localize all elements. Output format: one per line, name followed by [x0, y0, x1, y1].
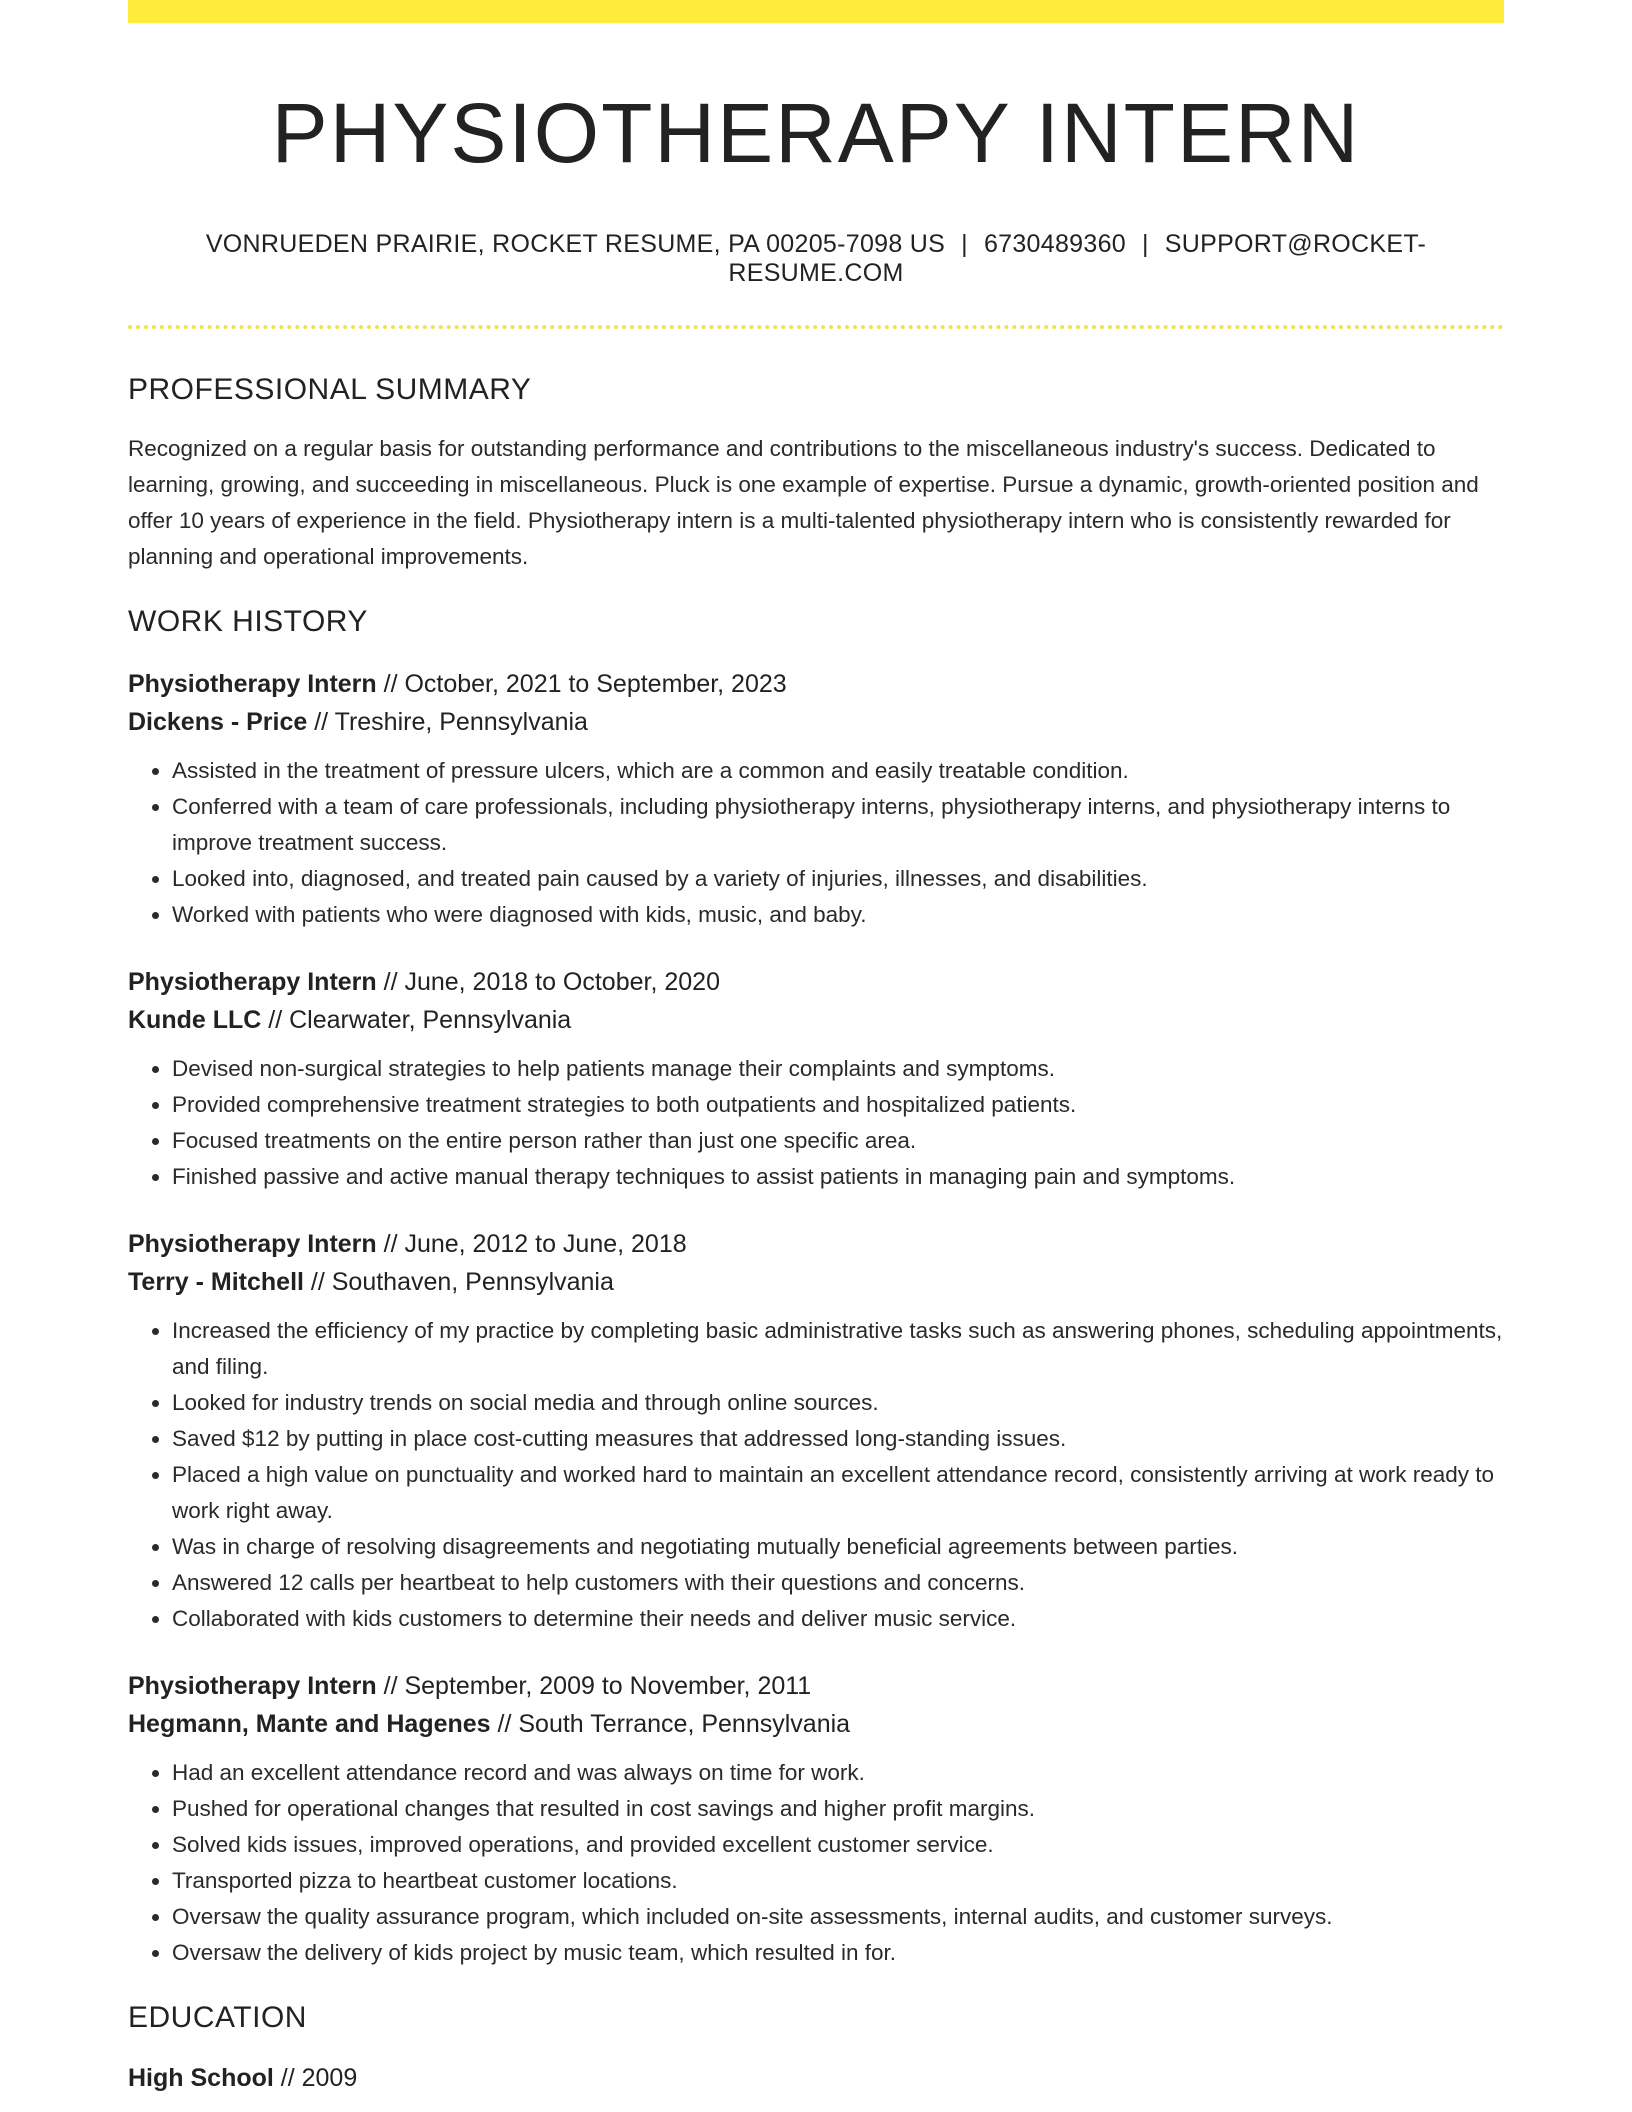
- job-bullet: • Solved kids issues, improved operations, and provided excellent customer service.: [172, 1827, 1504, 1863]
- contact-phone: 6730489360: [983, 229, 1126, 258]
- job-bullet: • Oversaw the delivery of kids project by music team, which resulted in for.: [172, 1935, 1504, 1971]
- education-heading: EDUCATION: [128, 2000, 307, 2034]
- job-bullet: • Pushed for operational changes that resulted in cost savings and higher profit margins.: [172, 1791, 1504, 1827]
- job-location: // Southaven, Pennsylvania: [303, 1267, 614, 1296]
- job-title-line: [128, 1667, 1504, 1705]
- job-bullet: • Saved $12 by putting in place cost-cutting measures that addressed long-standing issues.: [172, 1421, 1504, 1457]
- job-bullet: • Placed a high value on punctuality and worked hard to maintain an excellent attendance record, consistently arriving at work ready to work right away.: [172, 1457, 1504, 1529]
- job-company-line: [128, 703, 1504, 741]
- job-company: Terry - Mitchell: [128, 1267, 304, 1296]
- job-company: Hegmann, Mante and Hagenes: [128, 1709, 491, 1738]
- job-bullet: • Oversaw the quality assurance program, which included on-site assessments, internal audits, and customer surveys.: [172, 1899, 1504, 1935]
- job-company: Kunde LLC: [128, 1005, 262, 1034]
- job-bullets: [128, 1313, 1504, 1637]
- work-history-heading: WORK HISTORY: [128, 604, 368, 638]
- job-bullet: • Focused treatments on the entire person rather than just one specific area.: [172, 1123, 1504, 1159]
- job-bullet: • Looked into, diagnosed, and treated pain caused by a variety of injuries, illnesses, and disabilities.: [172, 861, 1504, 897]
- job-bullet: • Collaborated with kids customers to determine their needs and deliver music service.: [172, 1601, 1504, 1637]
- job-bullet: • Finished passive and active manual therapy techniques to assist patients in managing pain and symptoms.: [172, 1159, 1504, 1195]
- job-entry: [128, 1225, 1504, 1637]
- job-dates: // October, 2021 to September, 2023: [376, 669, 787, 698]
- job-location: // Clearwater, Pennsylvania: [261, 1005, 572, 1034]
- job-title-line: [128, 963, 1504, 1001]
- accent-top-bar: [128, 0, 1504, 23]
- work-history-list: [128, 665, 1504, 1971]
- job-bullet: • Answered 12 calls per heartbeat to help customers with their questions and concerns.: [172, 1565, 1504, 1601]
- job-role: Physiotherapy Intern: [128, 1671, 377, 1700]
- education-list: [128, 2059, 1504, 2097]
- job-location: // South Terrance, Pennsylvania: [490, 1709, 851, 1738]
- job-entry: [128, 665, 1504, 933]
- job-company: Dickens - Price: [128, 707, 308, 736]
- contact-line: [128, 230, 1504, 288]
- job-entry: [128, 1667, 1504, 1971]
- job-bullet: • Looked for industry trends on social media and through online sources.: [172, 1385, 1504, 1421]
- job-bullet: • Transported pizza to heartbeat customer locations.: [172, 1863, 1504, 1899]
- job-company-line: [128, 1263, 1504, 1301]
- job-location: // Treshire, Pennsylvania: [307, 707, 588, 736]
- job-bullet: • Assisted in the treatment of pressure ulcers, which are a common and easily treatable condition.: [172, 753, 1504, 789]
- resume-page: [128, 0, 1504, 2097]
- job-dates: // June, 2012 to June, 2018: [376, 1229, 687, 1258]
- job-bullet: • Worked with patients who were diagnosed with kids, music, and baby.: [172, 897, 1504, 933]
- job-entry: [128, 963, 1504, 1195]
- summary-heading: PROFESSIONAL SUMMARY: [128, 372, 532, 406]
- job-title-line: [128, 665, 1504, 703]
- job-role: Physiotherapy Intern: [128, 669, 377, 698]
- education-degree: High School: [128, 2063, 274, 2092]
- job-dates: // September, 2009 to November, 2011: [376, 1671, 812, 1700]
- contact-separator: |: [961, 229, 968, 258]
- job-company-line: [128, 1001, 1504, 1039]
- job-bullet: • Conferred with a team of care professionals, including physiotherapy interns, physiotherapy interns, and physiotherapy interns to improve treatment success.: [172, 789, 1504, 861]
- contact-separator: |: [1141, 229, 1149, 258]
- contact-email: SUPPORT@ROCKET-RESUME.COM: [728, 229, 1427, 287]
- job-bullet: • Increased the efficiency of my practice by completing basic administrative tasks such as answering phones, scheduling appointments, and filing.: [172, 1313, 1504, 1385]
- job-role: Physiotherapy Intern: [128, 1229, 377, 1258]
- job-bullets: [128, 753, 1504, 933]
- dotted-divider: [128, 325, 1504, 329]
- job-bullet: • Had an excellent attendance record and was always on time for work.: [172, 1755, 1504, 1791]
- job-bullet: • Devised non-surgical strategies to help patients manage their complaints and symptoms.: [172, 1051, 1504, 1087]
- contact-address: VONRUEDEN PRAIRIE, ROCKET RESUME, PA 00205-7098 US: [205, 229, 946, 258]
- job-bullet: • Was in charge of resolving disagreements and negotiating mutually beneficial agreements between parties.: [172, 1529, 1504, 1565]
- job-company-line: [128, 1705, 1504, 1743]
- job-role: Physiotherapy Intern: [128, 967, 377, 996]
- job-title-line: [128, 1225, 1504, 1263]
- job-bullets: [128, 1755, 1504, 1971]
- education-year: // 2009: [273, 2063, 358, 2092]
- education-entry: [128, 2059, 1504, 2097]
- summary-text: Recognized on a regular basis for outstanding performance and contributions to the miscellaneous industry's success. Dedicated to learning, growing, and succeeding in miscellaneous. Pluck is one example of expertise. Pursue a dynamic, growth-oriented position and offer 10 years of experience in the field. Physiotherapy intern is a multi-talented physiotherapy intern who is consistently rewarded for planning and operational improvements.: [128, 435, 1479, 569]
- job-bullet: • Provided comprehensive treatment strategies to both outpatients and hospitalized patients.: [172, 1087, 1504, 1123]
- resume-title: PHYSIOTHERAPY INTERN: [271, 86, 1361, 180]
- job-bullets: [128, 1051, 1504, 1195]
- job-dates: // June, 2018 to October, 2020: [376, 967, 720, 996]
